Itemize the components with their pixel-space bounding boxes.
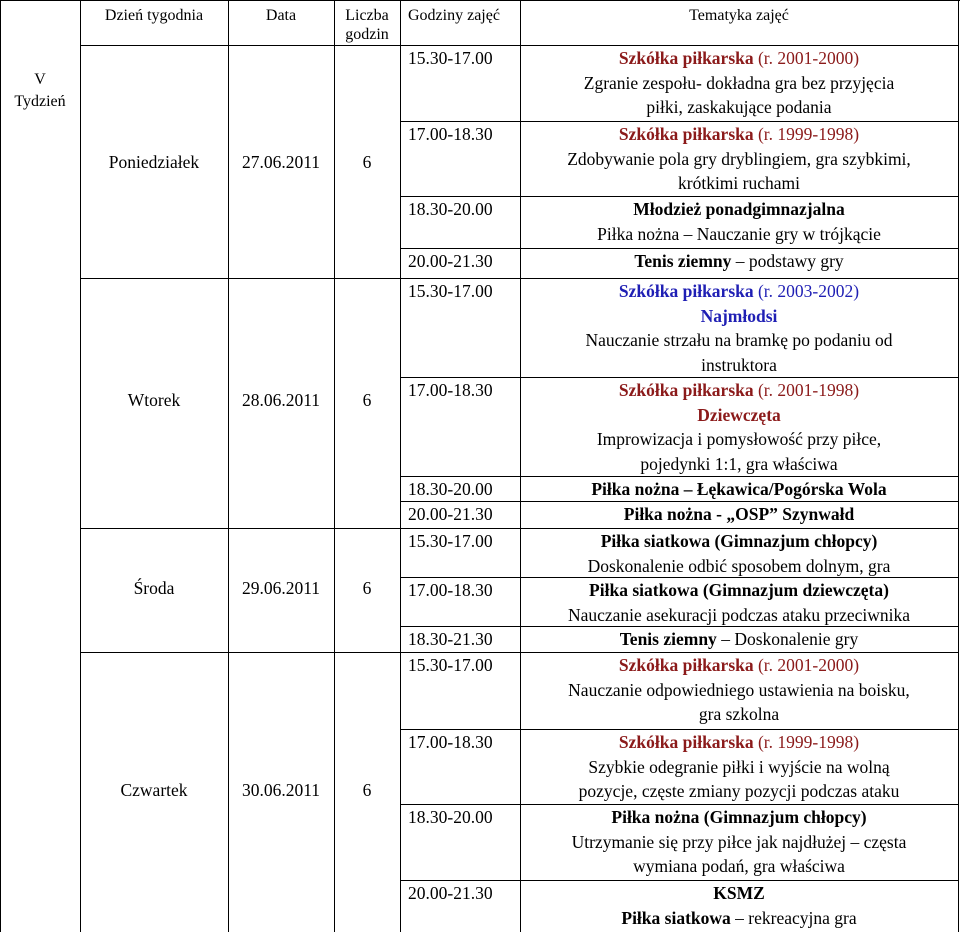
session-title: Piłka nożna - „OSP” Szynwałd bbox=[623, 504, 855, 524]
session-topic-line bbox=[520, 454, 958, 474]
session-description: Improwizacja i pomysłowość przy piłce, bbox=[596, 429, 882, 449]
session-topic-line bbox=[520, 251, 958, 271]
session-divider bbox=[400, 501, 958, 502]
session-title: Dziewczęta bbox=[697, 404, 781, 425]
header-topic: Tematyka zajęć bbox=[689, 7, 789, 24]
header-hours: Godziny zajęć bbox=[408, 7, 500, 24]
day-date: 28.06.2011 bbox=[241, 390, 321, 410]
session-topic-line bbox=[520, 680, 958, 700]
session-topic-line bbox=[520, 655, 958, 675]
session-description: Nauczanie asekuracji podczas ataku przeciwnika bbox=[567, 604, 911, 625]
row-divider-wed-thu bbox=[80, 652, 958, 653]
day-date: 30.06.2011 bbox=[241, 780, 321, 800]
session-topic-line bbox=[520, 124, 958, 144]
session-divider bbox=[400, 880, 958, 881]
col-divider-count bbox=[400, 0, 401, 932]
session-topic-line bbox=[520, 429, 958, 449]
session-description: Nauczanie strzału na bramkę po podaniu od bbox=[585, 330, 893, 350]
session-title: Piłka siatkowa (Gimnazjum dziewczęta) bbox=[589, 580, 889, 600]
session-divider bbox=[400, 121, 958, 122]
session-description: wymiana podań, gra właściwa bbox=[633, 856, 845, 876]
header-bottom bbox=[80, 45, 958, 46]
session-topic-line bbox=[520, 199, 958, 219]
session-divider bbox=[400, 577, 958, 578]
session-topic-line bbox=[520, 173, 958, 193]
session-description: piłki, zaskakujące podania bbox=[646, 97, 832, 117]
session-title: Tenis ziemny bbox=[634, 251, 732, 271]
session-topic-line bbox=[520, 149, 958, 169]
week-number: V bbox=[34, 71, 46, 88]
session-topic-line bbox=[520, 380, 958, 400]
session-time: 17.00-18.30 bbox=[408, 124, 493, 144]
border-top bbox=[0, 0, 960, 1]
session-time: 17.00-18.30 bbox=[408, 580, 493, 600]
session-year-range: (r. 1999-1998) bbox=[753, 732, 860, 752]
session-topic-line bbox=[520, 224, 958, 244]
session-year-range: (r. 2001-2000) bbox=[753, 655, 860, 675]
header-count-line1: Liczba bbox=[345, 7, 389, 24]
session-topic-line bbox=[520, 531, 958, 551]
day-hours: 6 bbox=[362, 780, 372, 800]
day-date: 29.06.2011 bbox=[241, 578, 321, 598]
session-year-range: (r. 2001-1998) bbox=[753, 380, 860, 400]
session-time: 18.30-20.00 bbox=[408, 479, 493, 499]
session-time: 20.00-21.30 bbox=[408, 251, 493, 271]
session-description: pozycje, częste zmiany pozycji podczas ataku bbox=[578, 781, 900, 801]
session-title: Tenis ziemny bbox=[619, 629, 717, 649]
session-description: Szybkie odegranie piłki i wyjście na wolną bbox=[588, 756, 890, 777]
session-title: Szkółka piłkarska bbox=[618, 48, 754, 68]
session-time: 20.00-21.30 bbox=[408, 883, 493, 903]
session-topic-line bbox=[520, 330, 958, 350]
session-time: 18.30-20.00 bbox=[408, 807, 493, 827]
session-topic-line bbox=[520, 704, 958, 724]
session-description: krótkimi ruchami bbox=[678, 173, 800, 193]
session-description: pojedynki 1:1, gra właściwa bbox=[640, 453, 838, 474]
session-topic-line bbox=[520, 781, 958, 801]
session-title: Piłka siatkowa (Gimnazjum chłopcy) bbox=[600, 531, 878, 551]
session-topic-line bbox=[520, 479, 958, 499]
day-name: Wtorek bbox=[127, 390, 181, 410]
session-divider bbox=[400, 196, 958, 197]
session-topic-line bbox=[520, 281, 958, 301]
session-time: 15.30-17.00 bbox=[408, 281, 493, 301]
session-topic-line bbox=[520, 73, 958, 93]
session-topic-line bbox=[520, 883, 958, 903]
header-count-line2: godzin bbox=[345, 26, 389, 43]
session-subtitle: – rekreacyjna gra bbox=[730, 907, 857, 928]
day-date: 27.06.2011 bbox=[241, 152, 321, 172]
row-divider-tue-wed bbox=[80, 528, 958, 529]
day-name: Czwartek bbox=[120, 780, 188, 800]
border-right bbox=[958, 0, 959, 932]
row-divider-mon-tue bbox=[80, 278, 958, 279]
session-title: Szkółka piłkarska bbox=[618, 655, 754, 675]
session-divider bbox=[400, 804, 958, 805]
session-time: 17.00-18.30 bbox=[408, 380, 493, 400]
header-date: Data bbox=[265, 7, 297, 24]
session-topic-line bbox=[520, 97, 958, 117]
session-year-range: (r. 1999-1998) bbox=[753, 124, 860, 144]
session-time: 20.00-21.30 bbox=[408, 504, 493, 524]
session-topic-line bbox=[520, 580, 958, 600]
session-topic-line bbox=[520, 856, 958, 876]
session-topic-line bbox=[520, 48, 958, 68]
session-description: Nauczanie odpowiedniego ustawienia na boisku, bbox=[568, 679, 910, 700]
session-topic-line bbox=[520, 306, 958, 326]
session-topic-line bbox=[520, 629, 958, 649]
session-description: Utrzymanie się przy piłce jak najdłużej – częsta bbox=[571, 831, 907, 852]
session-divider bbox=[400, 729, 958, 730]
session-description: Doskonalenie odbić sposobem dolnym, gra bbox=[587, 555, 891, 576]
session-subtitle: – Doskonalenie gry bbox=[716, 629, 859, 649]
session-title: Szkółka piłkarska bbox=[618, 380, 754, 400]
session-divider bbox=[400, 626, 958, 627]
session-title: Szkółka piłkarska bbox=[618, 124, 754, 144]
session-subtitle: – podstawy gry bbox=[731, 251, 844, 271]
session-title: Piłka nożna (Gimnazjum chłopcy) bbox=[611, 807, 867, 827]
session-time: 15.30-17.00 bbox=[408, 531, 493, 551]
session-topic-line bbox=[520, 605, 958, 625]
session-time: 18.30-20.00 bbox=[408, 199, 493, 219]
session-divider bbox=[400, 377, 958, 378]
session-description: Zgranie zespołu- dokładna gra bez przyjęcia bbox=[583, 72, 895, 93]
session-topic-line bbox=[520, 732, 958, 752]
session-title: Najmłodsi bbox=[700, 305, 778, 326]
day-name: Poniedziałek bbox=[108, 152, 200, 172]
session-topic-line bbox=[520, 832, 958, 852]
session-divider bbox=[400, 476, 958, 477]
day-hours: 6 bbox=[362, 152, 372, 172]
session-title: Piłka siatkowa bbox=[621, 907, 731, 928]
session-topic-line bbox=[520, 405, 958, 425]
day-hours: 6 bbox=[362, 390, 372, 410]
session-topic-line bbox=[520, 556, 958, 576]
session-topic-line bbox=[520, 757, 958, 777]
session-divider bbox=[400, 248, 958, 249]
session-time: 15.30-17.00 bbox=[408, 48, 493, 68]
session-topic-line bbox=[520, 807, 958, 827]
session-year-range: (r. 2001-2000) bbox=[753, 48, 860, 68]
session-description: Piłka nożna – Nauczanie gry w trójkącie bbox=[597, 223, 881, 244]
session-title: Szkółka piłkarska bbox=[618, 732, 754, 752]
day-name: Środa bbox=[133, 578, 175, 598]
session-title: Młodzież ponadgimnazjalna bbox=[633, 199, 845, 219]
session-topic-line bbox=[520, 355, 958, 375]
session-year-range: (r. 2003-2002) bbox=[753, 281, 860, 301]
session-time: 15.30-17.00 bbox=[408, 655, 493, 675]
session-topic-line bbox=[520, 908, 958, 928]
session-title: Piłka nożna – Łękawica/Pogórska Wola bbox=[591, 479, 887, 499]
session-time: 18.30-21.30 bbox=[408, 629, 493, 649]
session-title: KSMZ bbox=[713, 883, 765, 903]
week-label: Tydzień bbox=[14, 93, 66, 110]
session-description: instruktora bbox=[701, 354, 777, 375]
header-day: Dzień tygodnia bbox=[104, 7, 204, 24]
session-time: 17.00-18.30 bbox=[408, 732, 493, 752]
session-description: Zdobywanie pola gry dryblingiem, gra szybkimi, bbox=[567, 148, 911, 169]
border-left bbox=[0, 0, 1, 932]
day-hours: 6 bbox=[362, 578, 372, 598]
session-topic-line bbox=[520, 504, 958, 524]
session-description: gra szkolna bbox=[698, 704, 780, 724]
session-title: Szkółka piłkarska bbox=[618, 281, 754, 301]
